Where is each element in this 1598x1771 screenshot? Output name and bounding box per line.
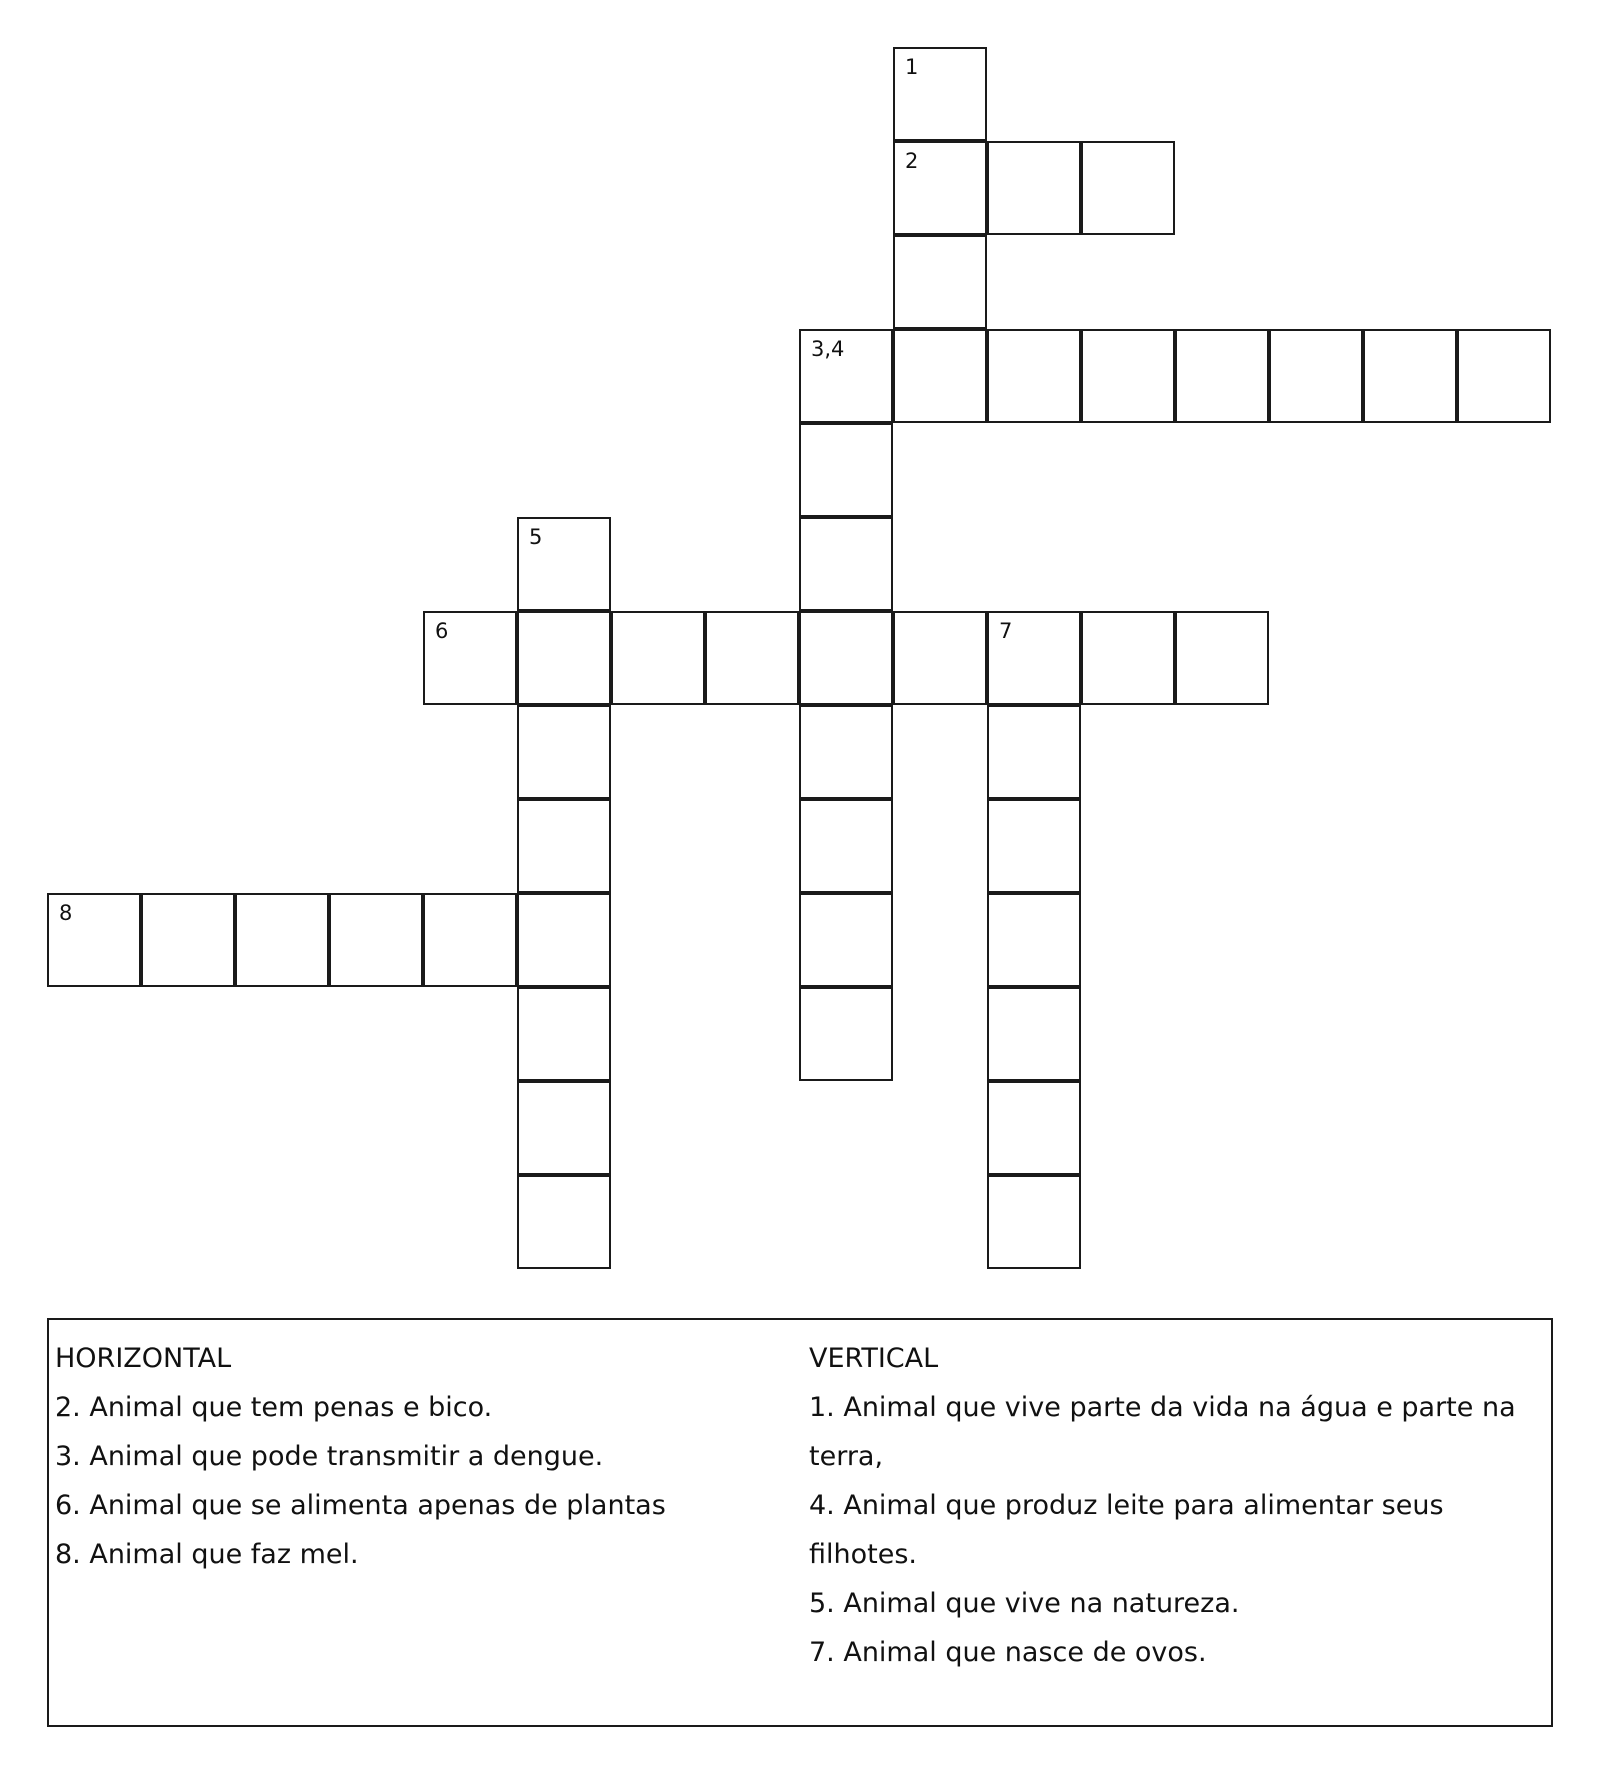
crossword-cell[interactable] (1081, 141, 1175, 235)
clue-number: 2 (905, 149, 919, 173)
crossword-cell[interactable] (141, 893, 235, 987)
clue-vertical-5: 5. Animal que vive na natureza. (809, 1588, 1240, 1619)
crossword-cell[interactable] (517, 893, 611, 987)
crossword-cell[interactable] (705, 611, 799, 705)
crossword-cell[interactable] (517, 799, 611, 893)
clue-horizontal-8: 8. Animal que faz mel. (55, 1539, 359, 1570)
clue-number: 5 (529, 525, 543, 549)
crossword-cell[interactable] (799, 893, 893, 987)
clue-horizontal-2: 2. Animal que tem penas e bico. (55, 1392, 493, 1423)
crossword-cell[interactable] (517, 517, 611, 611)
crossword-cell[interactable] (893, 329, 987, 423)
crossword-cell[interactable] (47, 893, 141, 987)
clue-horizontal-6: 6. Animal que se alimenta apenas de plantas (55, 1490, 666, 1521)
crossword-cell[interactable] (799, 611, 893, 705)
crossword-cell[interactable] (893, 47, 987, 141)
crossword-cell[interactable] (1081, 611, 1175, 705)
clue-box (47, 1318, 1553, 1727)
vertical-heading: VERTICAL (809, 1343, 939, 1374)
crossword-cell[interactable] (799, 987, 893, 1081)
crossword-cell[interactable] (799, 329, 893, 423)
vertical-clues (809, 1334, 1539, 1677)
clue-number: 1 (905, 55, 919, 79)
clue-number: 8 (59, 901, 73, 925)
crossword-cell[interactable] (893, 611, 987, 705)
crossword-cell[interactable] (987, 987, 1081, 1081)
crossword-cell[interactable] (987, 141, 1081, 235)
crossword-cell[interactable] (799, 423, 893, 517)
crossword-cell[interactable] (987, 329, 1081, 423)
crossword-cell[interactable] (799, 705, 893, 799)
crossword-cell[interactable] (987, 1081, 1081, 1175)
crossword-cell[interactable] (893, 141, 987, 235)
crossword-cell[interactable] (517, 705, 611, 799)
crossword-cell[interactable] (517, 611, 611, 705)
clue-number: 6 (435, 619, 449, 643)
crossword-cell[interactable] (893, 235, 987, 329)
crossword-cell[interactable] (987, 893, 1081, 987)
clue-horizontal-3: 3. Animal que pode transmitir a dengue. (55, 1441, 604, 1472)
crossword-cell[interactable] (329, 893, 423, 987)
crossword-cell[interactable] (799, 799, 893, 893)
horizontal-heading: HORIZONTAL (55, 1343, 232, 1374)
clue-vertical-4: 4. Animal que produz leite para alimentar seus filhotes. (809, 1490, 1444, 1570)
crossword-cell[interactable] (423, 893, 517, 987)
crossword-cell[interactable] (1457, 329, 1551, 423)
crossword-cell[interactable] (1175, 611, 1269, 705)
crossword-cell[interactable] (517, 1175, 611, 1269)
clue-vertical-1: 1. Animal que vive parte da vida na água e parte na terra, (809, 1392, 1516, 1472)
crossword-cell[interactable] (987, 611, 1081, 705)
horizontal-clues (55, 1334, 795, 1579)
crossword-cell[interactable] (987, 705, 1081, 799)
crossword-cell[interactable] (517, 1081, 611, 1175)
crossword-cell[interactable] (987, 799, 1081, 893)
crossword-cell[interactable] (1269, 329, 1363, 423)
crossword-cell[interactable] (423, 611, 517, 705)
crossword-cell[interactable] (1363, 329, 1457, 423)
crossword-cell[interactable] (517, 987, 611, 1081)
crossword-cell[interactable] (1175, 329, 1269, 423)
crossword-cell[interactable] (235, 893, 329, 987)
clue-number: 3,4 (811, 337, 845, 361)
crossword-cell[interactable] (611, 611, 705, 705)
clue-vertical-7: 7. Animal que nasce de ovos. (809, 1637, 1207, 1668)
crossword-cell[interactable] (987, 1175, 1081, 1269)
clue-number: 7 (999, 619, 1013, 643)
crossword-cell[interactable] (1081, 329, 1175, 423)
crossword-cell[interactable] (799, 517, 893, 611)
